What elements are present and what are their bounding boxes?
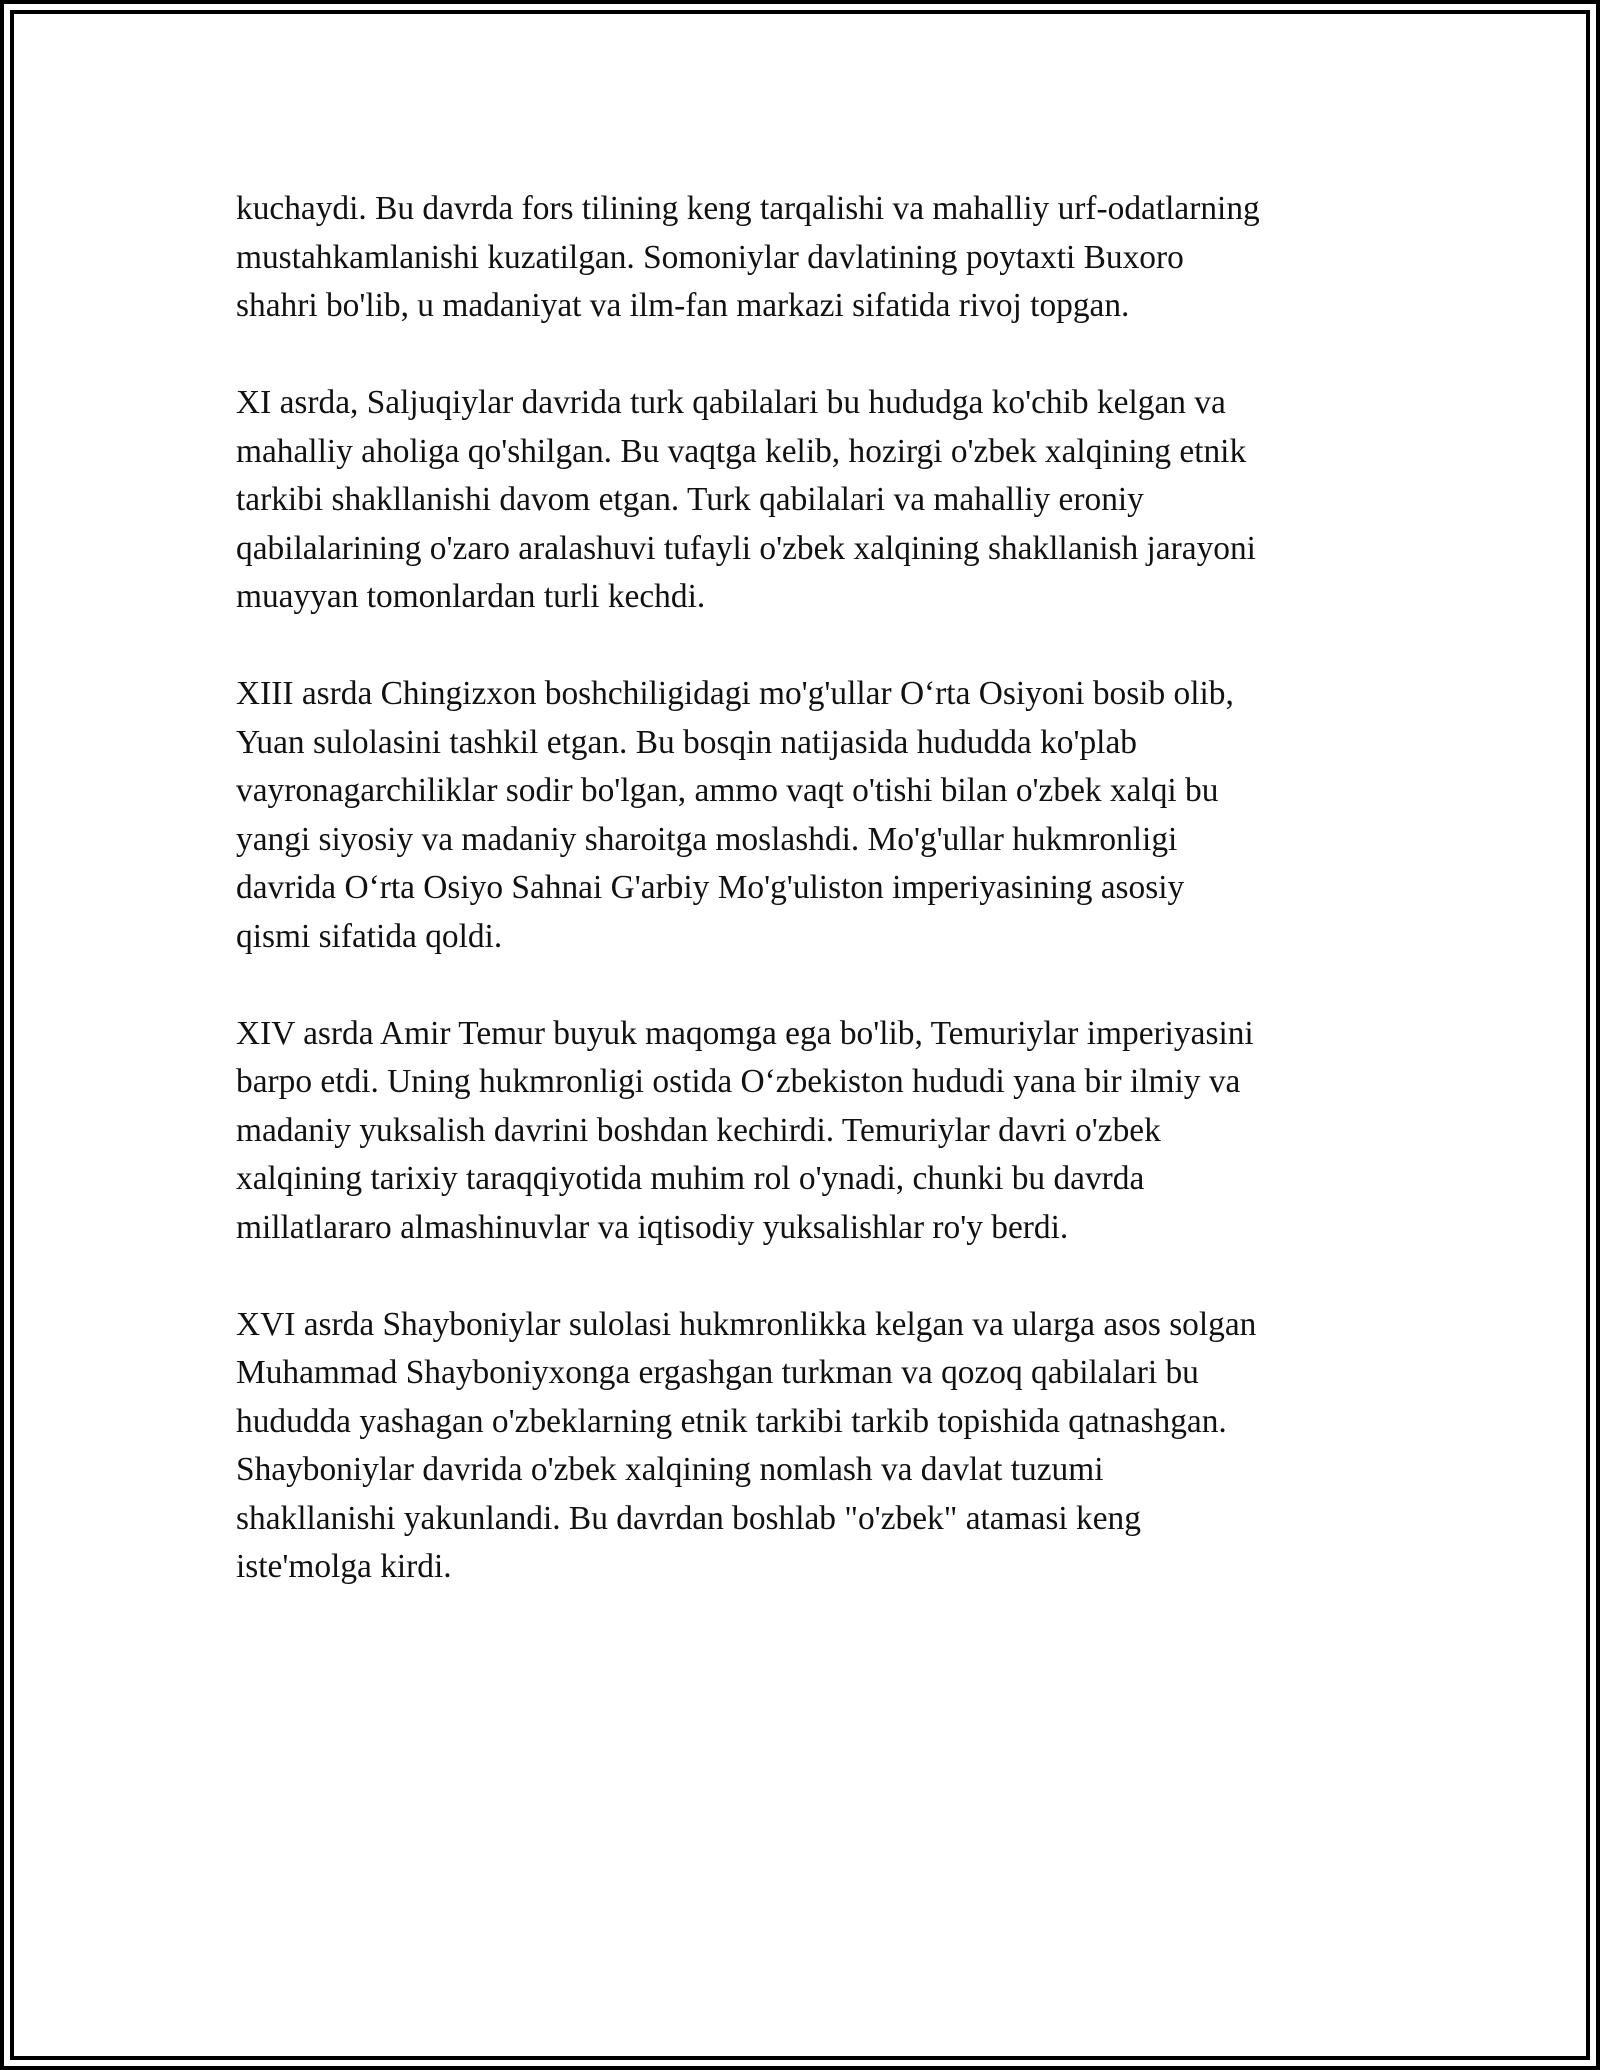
text-line: qabilalarining o'zaro aralashuvi tufayli o'zbek xalqining shakllanish jarayoni xyxy=(236,529,1256,567)
text-line: kuchaydi. Bu davrda fors tilining keng tarqalishi va mahalliy urf-odatlarning xyxy=(236,190,1260,227)
text-line: XIV asrda Amir Temur buyuk maqomga ega bo'lib, Temuriylar imperiyasini xyxy=(236,1014,1254,1052)
document-body xyxy=(236,185,1376,1592)
text-line: Shayboniylar davrida o'zbek xalqining nomlash va davlat tuzumi xyxy=(236,1451,1104,1488)
text-line: barpo etdi. Uning hukmronligi ostida O‘zbekiston hududi yana bir ilmiy va xyxy=(236,1063,1241,1100)
paragraph-shaybanids xyxy=(236,1301,1376,1592)
text-line: shakllanishi yakunlandi. Bu davrdan boshlab "o'zbek" atamasi keng xyxy=(236,1499,1141,1537)
text-line: qismi sifatida qoldi. xyxy=(236,917,503,955)
text-line: millatlararo almashinuvlar va iqtisodiy yuksalishlar ro'y berdi. xyxy=(236,1208,1069,1246)
text-line: muayyan tomonlardan turli kechdi. xyxy=(236,578,706,615)
paragraph-samanids xyxy=(236,185,1376,331)
text-line: XI asrda, Saljuqiylar davrida turk qabilalari bu hududga ko'chib kelgan va xyxy=(236,384,1226,421)
paragraph-mongols xyxy=(236,670,1376,961)
text-line: iste'molga kirdi. xyxy=(236,1548,452,1585)
text-line: mustahkamlanishi kuzatilgan. Somoniylar davlatining poytaxti Buxoro xyxy=(236,238,1184,276)
text-line: xalqining tarixiy taraqqiyotida muhim rol o'ynadi, chunki bu davrda xyxy=(236,1160,1145,1197)
text-line: madaniy yuksalish davrini boshdan kechirdi. Temuriylar davri o'zbek xyxy=(236,1111,1161,1149)
text-line: davrida O‘rta Osiyo Sahnai G'arbiy Mo'g'uliston imperiyasining asosiy xyxy=(236,869,1185,906)
text-line: tarkibi shakllanishi davom etgan. Turk qabilalari va mahalliy eroniy xyxy=(236,481,1144,518)
paragraph-timurids xyxy=(236,1010,1376,1253)
text-line: XVI asrda Shayboniylar sulolasi hukmronlikka kelgan va ularga asos solgan xyxy=(236,1305,1257,1343)
text-line: mahalliy aholiga qo'shilgan. Bu vaqtga kelib, hozirgi o'zbek xalqining etnik xyxy=(236,432,1247,470)
text-line: shahri bo'lib, u madaniyat va ilm-fan markazi sifatida rivoj topgan. xyxy=(236,287,1130,324)
paragraph-seljuks xyxy=(236,379,1376,622)
text-line: Muhammad Shayboniyxonga ergashgan turkman va qozoq qabilalari bu xyxy=(236,1354,1199,1391)
text-line: yangi siyosiy va madaniy sharoitga moslashdi. Mo'g'ullar hukmronligi xyxy=(236,820,1178,858)
text-line: Yuan sulolasini tashkil etgan. Bu bosqin natijasida hududda ko'plab xyxy=(236,723,1137,761)
text-line: XIII asrda Chingizxon boshchiligidagi mo'g'ullar O‘rta Osiyoni bosib olib, xyxy=(236,675,1234,712)
text-line: vayronagarchiliklar sodir bo'lgan, ammo vaqt o'tishi bilan o'zbek xalqi bu xyxy=(236,772,1219,809)
text-line: hududda yashagan o'zbeklarning etnik tarkibi tarkib topishida qatnashgan. xyxy=(236,1402,1227,1440)
